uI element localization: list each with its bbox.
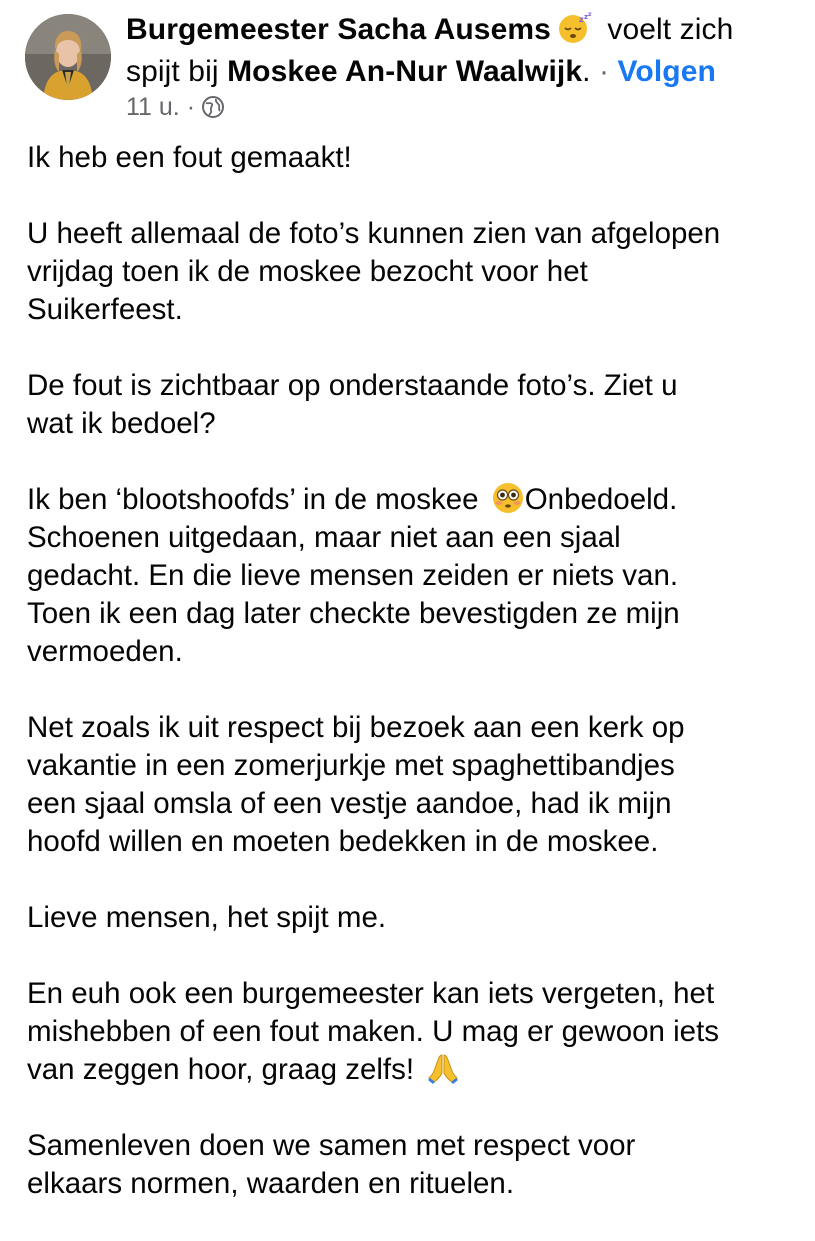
paragraph-7 (27, 975, 802, 1089)
paragraph-3 (27, 367, 802, 443)
text-line: Ik heb een fout gemaakt! (27, 141, 352, 174)
text-line-with-emoji (27, 481, 802, 519)
text-segment: Ik ben ‘blootshoofds’ in de moskee (27, 483, 487, 516)
text-line: Net zoals ik uit respect bij bezoek aan een kerk op (27, 711, 685, 744)
text-line: elkaars normen, waarden en rituelen. (27, 1167, 515, 1200)
text-line: Toen ik een dag later checkte bevestigden ze mijn (27, 597, 680, 630)
text-segment: van zeggen hoor, graag zelfs! (27, 1053, 423, 1086)
sleepy-face-emoji-icon (557, 12, 593, 44)
place-link[interactable]: Moskee An-Nur Waalwijk (227, 55, 583, 88)
post-meta (126, 92, 225, 122)
paragraph-4 (27, 481, 802, 671)
text-line: wat ik bedoel? (27, 407, 216, 440)
text-line: mishebben of een fout maken. U mag er gewoon iets (27, 1015, 720, 1048)
text-line: vermoeden. (27, 635, 183, 668)
at-prefix: bij (188, 55, 219, 88)
text-line: hoofd willen en moeten bedekken in de moskee. (27, 825, 659, 858)
separator-dot: · (599, 55, 610, 88)
svg-text:z: z (583, 13, 589, 21)
text-line: Lieve mensen, het spijt me. (27, 901, 387, 934)
globe-icon[interactable] (201, 95, 225, 119)
place-suffix: . (582, 55, 591, 88)
text-line: Samenleven doen we samen met respect voor (27, 1129, 636, 1162)
feeling-prefix: voelt zich (607, 13, 734, 46)
folded-hands-emoji-icon (426, 1051, 460, 1085)
text-line: vrijdag toen ik de moskee bezocht voor het (27, 255, 588, 288)
post-body (27, 139, 802, 1241)
text-line: gedacht. En die lieve mensen zeiden er niets van. (27, 559, 679, 592)
text-line: een sjaal omsla of een vestje aandoe, had ik mijn (27, 787, 672, 820)
text-line: Schoenen uitgedaan, maar niet aan een sjaal (27, 521, 621, 554)
avatar[interactable] (25, 14, 111, 100)
text-segment: Onbedoeld. (524, 483, 678, 516)
text-line: U heeft allemaal de foto’s kunnen zien van afgelopen (27, 217, 721, 250)
text-line: De fout is zichtbaar op onderstaande foto’s. Ziet u (27, 369, 678, 402)
svg-text:z: z (587, 12, 592, 18)
text-line: vakantie in een zomerjurkje met spaghettibandjes (27, 749, 675, 782)
text-line-with-emoji (27, 1051, 802, 1089)
post-timestamp[interactable]: 11 u. (126, 93, 180, 121)
feeling-word: spijt (126, 55, 180, 88)
flushed-face-emoji-icon (491, 481, 525, 515)
text-line: Suikerfeest. (27, 293, 183, 326)
post-header-line-2 (126, 54, 716, 90)
meta-separator: · (186, 93, 196, 121)
paragraph-5 (27, 709, 802, 861)
post-header-line-1 (126, 12, 733, 48)
follow-button[interactable]: Volgen (617, 55, 716, 88)
svg-text:z: z (578, 15, 584, 24)
text-line: En euh ook een burgemeester kan iets vergeten, het (27, 977, 715, 1010)
paragraph-1 (27, 139, 802, 177)
paragraph-2 (27, 215, 802, 329)
paragraph-8 (27, 1127, 802, 1203)
paragraph-6 (27, 899, 802, 937)
author-name[interactable]: Burgemeester Sacha Ausems (126, 13, 551, 46)
